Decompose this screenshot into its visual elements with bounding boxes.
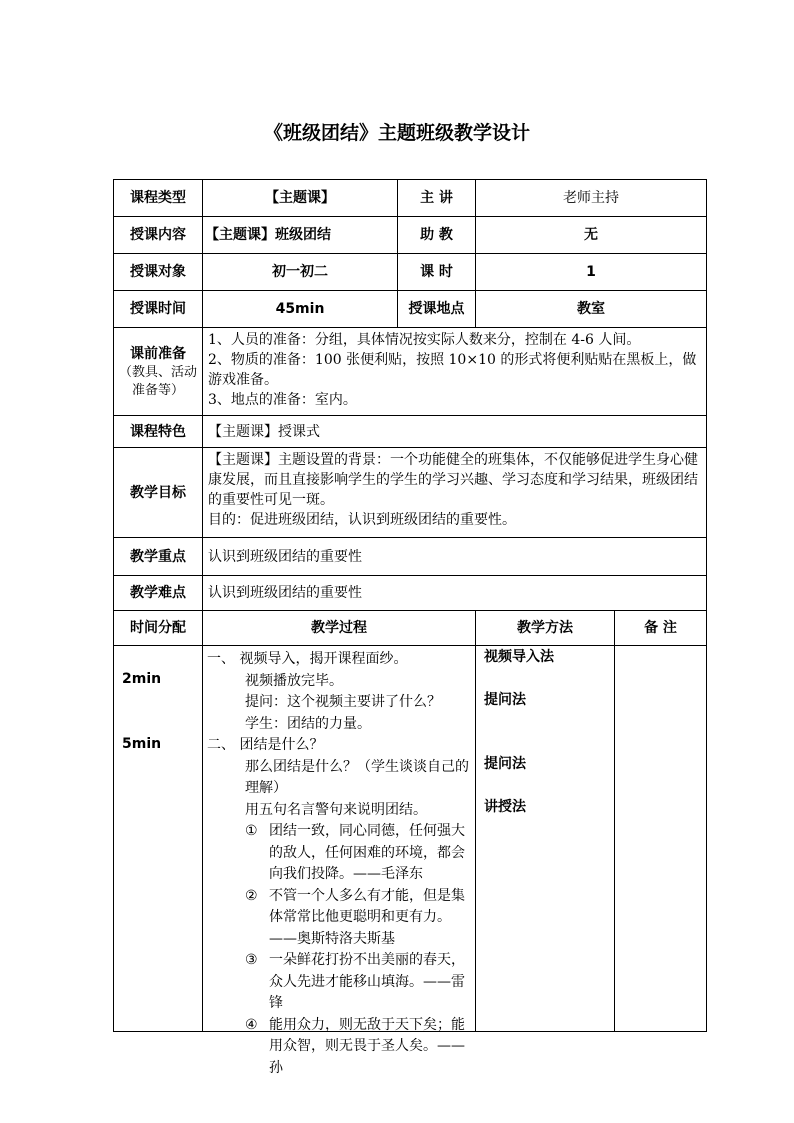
speaker-value: 老师主持	[476, 180, 707, 217]
time-5min: 5min	[122, 736, 162, 752]
time-column	[114, 646, 203, 1032]
prep-line: 1、人员的准备：分组，具体情况按实际人数来分，控制在 4-6 人间。	[208, 332, 641, 348]
process-line: 那么团结是什么？（学生谈谈自己的理解）	[245, 758, 469, 796]
feature-value: 【主题课】授课式	[203, 416, 707, 448]
note-column	[615, 646, 707, 1032]
feature-label: 课程特色	[114, 416, 203, 448]
method-lecture: 讲授法	[484, 799, 526, 815]
content-value: 【主题课】班级团结	[203, 217, 398, 254]
header-time: 时间分配	[114, 611, 203, 646]
table-row	[114, 576, 707, 611]
process-line: 用五句名言警句来说明团结。	[245, 801, 427, 818]
prep-label: 课前准备	[130, 345, 186, 362]
prep-content	[203, 328, 707, 416]
table-row	[114, 538, 707, 576]
difficulty-value: 认识到班级团结的重要性	[203, 576, 707, 611]
difficulty-label: 教学难点	[114, 576, 203, 611]
assistant-value: 无	[476, 217, 707, 254]
table-row	[114, 254, 707, 291]
table-row	[114, 328, 707, 416]
goal-text: 【主题课】主题设置的背景：一个功能健全的班集体，不仅能够促进学生身心健康发展，而且直接影响学生的学生的学习兴趣、学习态度和学习结果，班级团结的重要性可见一斑。	[208, 452, 698, 508]
method-questioning: 提问法	[484, 692, 526, 708]
method-questioning: 提问法	[484, 756, 526, 772]
place-value: 教室	[476, 291, 707, 328]
target-label: 授课对象	[114, 254, 203, 291]
assistant-label: 助 教	[398, 217, 476, 254]
prep-label-cell	[114, 328, 203, 416]
target-value: 初一初二	[203, 254, 398, 291]
quote-item: ① 团结一致，同心同德，任何强大的敌人，任何困难的环境，都会向我们投降。——毛泽东	[245, 823, 465, 882]
table-row	[114, 611, 707, 646]
duration-value: 45min	[203, 291, 398, 328]
quote-item: ④ 能用众力，则无敌于天下矣；能用众智，则无畏于圣人矣。——孙	[245, 1016, 465, 1076]
prep-sub-label: （教具、活动准备等）	[119, 364, 198, 398]
course-type-label: 课程类型	[114, 180, 203, 217]
table-row	[114, 416, 707, 448]
lesson-plan-table	[113, 179, 707, 1076]
time-2min: 2min	[122, 671, 162, 687]
content-label: 授课内容	[114, 217, 203, 254]
quote-item: ② 不管一个人多么有才能，但是集体常常比他更聪明和更有力。——奥斯特洛夫斯基	[245, 887, 465, 947]
speaker-label: 主 讲	[398, 180, 476, 217]
quote-item: ③ 一朵鲜花打扮不出美丽的春天，众人先进才能移山填海。——雷锋	[245, 952, 465, 1011]
method-video-intro: 视频导入法	[484, 649, 554, 665]
method-column	[476, 646, 615, 1032]
process-column	[203, 646, 476, 1076]
goal-label: 教学目标	[114, 448, 203, 538]
key-value: 认识到班级团结的重要性	[203, 538, 707, 576]
prep-line: 3、地点的准备：室内。	[208, 392, 357, 408]
section-1-heading: 一、 视频导入，揭开课程面纱。	[207, 651, 408, 667]
process-line: 视频播放完毕。	[245, 672, 343, 689]
prep-line: 2、物质的准备：100 张便利贴，按照 10×10 的形式将便利贴贴在黑板上，做游戏准备。	[208, 352, 697, 388]
period-label: 课 时	[398, 254, 476, 291]
table-row	[114, 217, 707, 254]
duration-label: 授课时间	[114, 291, 203, 328]
table-row	[114, 448, 707, 538]
key-label: 教学重点	[114, 538, 203, 576]
header-note: 备 注	[615, 611, 707, 646]
table-row	[114, 291, 707, 328]
table-row	[114, 646, 707, 1032]
goal-content	[203, 448, 707, 538]
place-label: 授课地点	[398, 291, 476, 328]
table-row	[114, 180, 707, 217]
period-value: 1	[476, 254, 707, 291]
page-title: 《班级团结》主题班级教学设计	[263, 122, 530, 144]
section-2-heading: 二、 团结是什么？	[207, 737, 324, 753]
process-line: 提问：这个视频主要讲了什么？	[245, 694, 441, 710]
header-process: 教学过程	[203, 611, 476, 646]
header-method: 教学方法	[476, 611, 615, 646]
goal-purpose: 目的：促进班级团结，认识到班级团结的重要性。	[208, 512, 516, 528]
course-type-value: 【主题课】	[203, 180, 398, 217]
process-line: 学生：团结的力量。	[245, 715, 371, 732]
